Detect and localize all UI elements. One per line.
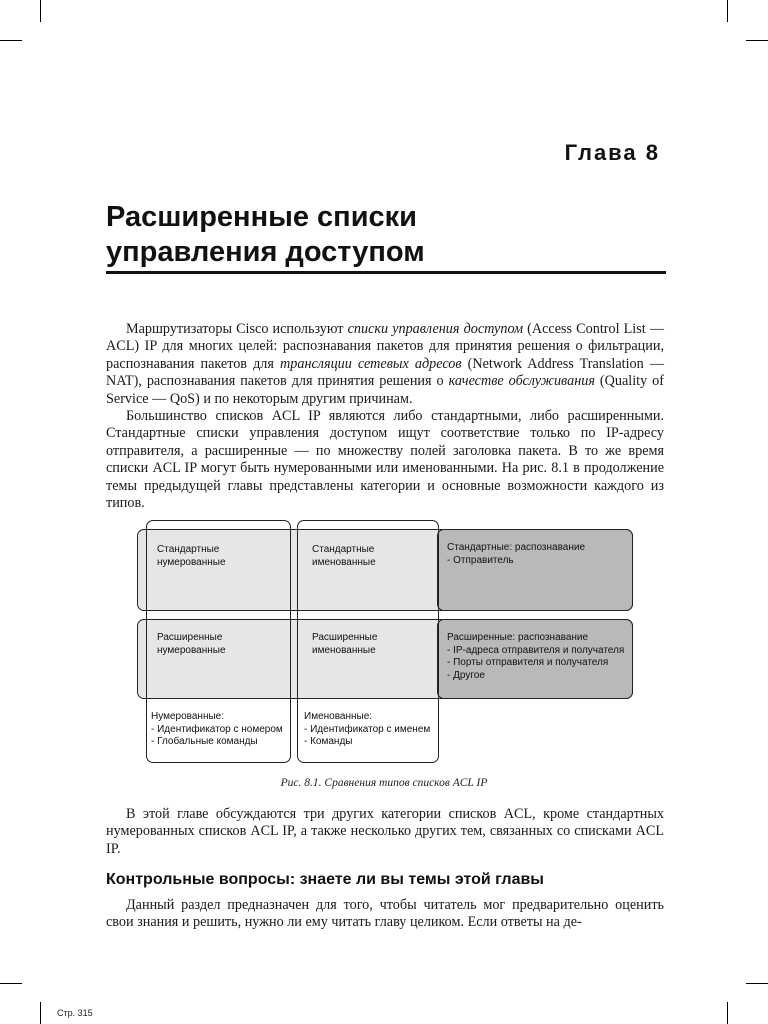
emphasis: списки управления доступом	[347, 321, 524, 337]
emphasis: качестве обслуживания	[448, 373, 595, 390]
crop-mark	[40, 1002, 41, 1024]
crop-mark	[746, 983, 768, 984]
chapter-title-line: Расширенные списки	[106, 201, 417, 233]
named-features-label: Именованные: - Идентификатор с именем - Команды	[304, 711, 431, 747]
ext-match-label: Расширенные: распознавание - IP-адреса отправителя и получателя - Порты отправителя и получателя - Другое	[447, 632, 625, 681]
chapter-title-line: управления доступом	[106, 236, 425, 268]
crop-mark	[727, 0, 728, 22]
paragraph: В этой главе обсуждаются три других категории списков ACL, кроме стандартных нумерованных списков ACL IP, а также несколько других тем, связанных со списками ACL IP.	[106, 806, 664, 857]
std-numbered-label: Стандартные нумерованные	[157, 544, 226, 568]
crop-mark	[727, 1002, 728, 1024]
paragraph: Данный раздел предназначен для того, чтобы читатель мог предварительно оценить свои знания и решить, нужно ли ему читать главу целиком. Если ответы на де-	[106, 897, 664, 931]
crop-mark	[0, 40, 22, 41]
title-rule	[106, 271, 666, 274]
chapter-label: Глава 8	[564, 140, 660, 165]
ext-named-label: Расширенные именованные	[312, 632, 378, 656]
paragraph: Большинство списков ACL IP являются либо стандартными, либо расширенными. Стандартные списки управления доступом ищут соответствие только по IP-адресу отправителя, а расширенные — по множеству полей заголовка пакета. В то же время списки ACL IP могут быть нумерованными или именованными. На рис. 8.1 в продолжение темы предыдущей главы представлены категории и основные возможности каждого из типов.	[106, 408, 664, 512]
crop-mark	[746, 40, 768, 41]
text-run: (Network Address Translation — NAT), распознавания пакетов для принятия решения о	[106, 355, 665, 390]
section-text	[106, 897, 664, 932]
numbered-features-label: Нумерованные: - Идентификатор с номером - Глобальные команды	[151, 711, 283, 747]
figure-caption: Рис. 8.1. Сравнения типов списков ACL IP	[280, 777, 488, 789]
chapter-title	[106, 200, 666, 270]
std-named-label: Стандартные именованные	[312, 544, 376, 568]
text-run: (Access Control List — ACL) IP для многих целей: распознавания пакетов для принятия решения о фильтрации, распознавания пакетов для	[106, 321, 664, 372]
intro-text	[106, 321, 664, 512]
emphasis: трансляции сетевых адресов	[280, 355, 462, 372]
text-run: Маршрутизаторы Cisco используют	[126, 321, 348, 337]
ext-numbered-label: Расширенные нумерованные	[157, 632, 226, 656]
section-heading: Контрольные вопросы: знаете ли вы темы этой главы	[106, 871, 544, 888]
std-match-label: Стандартные: распознавание - Отправитель	[447, 542, 586, 566]
paragraph	[106, 321, 664, 408]
page-number: Стр. 315	[57, 1008, 93, 1018]
crop-mark	[40, 0, 41, 22]
body-text	[106, 806, 664, 858]
text-run: (Quality of Service — QoS) и по некоторым другим причинам.	[106, 373, 664, 407]
crop-mark	[0, 983, 22, 984]
